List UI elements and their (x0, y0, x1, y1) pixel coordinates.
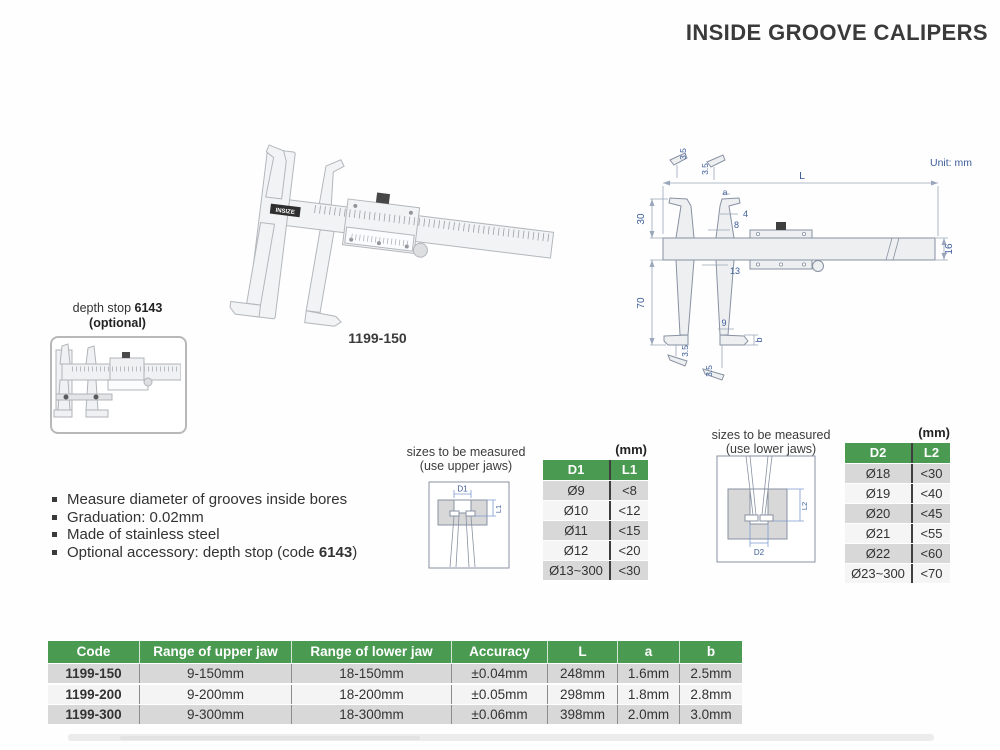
table-row: Ø18 <30 (845, 464, 950, 483)
bullet-icon (52, 515, 57, 520)
scan-artifact (120, 736, 420, 740)
dim-70: 70 (636, 297, 647, 309)
table-row: Ø10 <12 (543, 501, 648, 520)
dim-a: a (722, 187, 728, 197)
feature-item: Made of stainless steel (52, 526, 397, 544)
product-photo (213, 110, 558, 330)
spec-row: 1199-300 9-300mm 18-300mm ±0.06mm 398mm 2.0mm 3.0mm (48, 705, 742, 724)
dim-3_5-d: 3.5 (704, 365, 714, 377)
lower-jaws-diagram (716, 455, 816, 563)
technical-drawing (630, 138, 998, 393)
dim-3_5-c: 3.5 (680, 345, 690, 357)
model-label: 1199-150 (348, 330, 407, 346)
feature-item: Measure diameter of grooves inside bores (52, 491, 397, 509)
page-title: INSIDE GROOVE CALIPERS (685, 20, 988, 45)
feature-item: Optional accessory: depth stop (code 6143) (52, 544, 397, 562)
depth-stop-text: depth stop (72, 301, 132, 315)
thumb-screw (376, 192, 390, 204)
table-row: Ø20 <45 (845, 504, 950, 523)
spec-header-row: Code Range of upper jaw Range of lower jaw Accuracy L a b (48, 641, 742, 663)
table-row: Ø22 <60 (845, 544, 950, 563)
dim-L: L (799, 170, 805, 182)
upper-table-unit: (mm) (615, 442, 647, 457)
table-row: Ø12 <20 (543, 541, 648, 560)
dim-9: 9 (721, 318, 727, 328)
dim-3_5-a: 3.5 (678, 148, 688, 160)
lower-sizes-table (845, 442, 950, 583)
drawing-thumb-screw (776, 222, 786, 230)
bullet-icon (52, 497, 57, 502)
caliper-outline (663, 153, 935, 380)
diagram-l2-label: L2 (800, 501, 809, 511)
table-row: Ø23~300 <70 (845, 564, 950, 583)
dim-13: 13 (730, 266, 741, 276)
unit-note: Unit: mm (930, 157, 972, 169)
bullet-icon (52, 532, 57, 537)
dim-b: b (754, 337, 764, 343)
upper-sizes-caption: sizes to be measured (use upper jaws) (406, 445, 526, 473)
spec-table (48, 639, 742, 724)
diagram-d2-label: D2 (753, 548, 765, 557)
dim-16: 16 (944, 243, 955, 255)
table-header-row: D1 L1 (543, 460, 648, 480)
feature-list (52, 491, 397, 561)
depth-stop-photo (52, 338, 181, 428)
upper-sizes-table (543, 459, 648, 580)
diagram-d1-label: D1 (457, 484, 468, 494)
table-row: Ø13~300 <30 (543, 561, 648, 580)
diagram-l1-label: L1 (494, 504, 503, 514)
dim-8: 8 (734, 220, 740, 230)
dim-3_5-b: 3.5 (700, 163, 710, 175)
dim-4: 4 (743, 209, 749, 219)
depth-stop-code: 6143 (134, 301, 163, 315)
lower-sizes-caption: sizes to be measured (use lower jaws) (711, 428, 831, 456)
table-row: Ø19 <40 (845, 484, 950, 503)
depth-stop-optional: (optional) (89, 316, 146, 330)
spec-row: 1199-150 9-150mm 18-150mm ±0.04mm 248mm 1.6mm 2.5mm (48, 664, 742, 683)
dim-30: 30 (636, 213, 647, 225)
upper-jaws-diagram (428, 481, 510, 569)
table-row: Ø9 <8 (543, 481, 648, 500)
bullet-icon (52, 550, 57, 555)
table-row: Ø11 <15 (543, 521, 648, 540)
depth-stop-label (45, 301, 190, 331)
lower-table-unit: (mm) (918, 425, 950, 440)
insize-logo-text: INSIZE (275, 207, 296, 217)
depth-stop-image-box (50, 336, 187, 434)
feature-item: Graduation: 0.02mm (52, 509, 397, 527)
table-header-row: D2 L2 (845, 443, 950, 463)
table-row: Ø21 <55 (845, 524, 950, 543)
spec-row: 1199-200 9-200mm 18-200mm ±0.05mm 298mm 1.8mm 2.8mm (48, 685, 742, 704)
